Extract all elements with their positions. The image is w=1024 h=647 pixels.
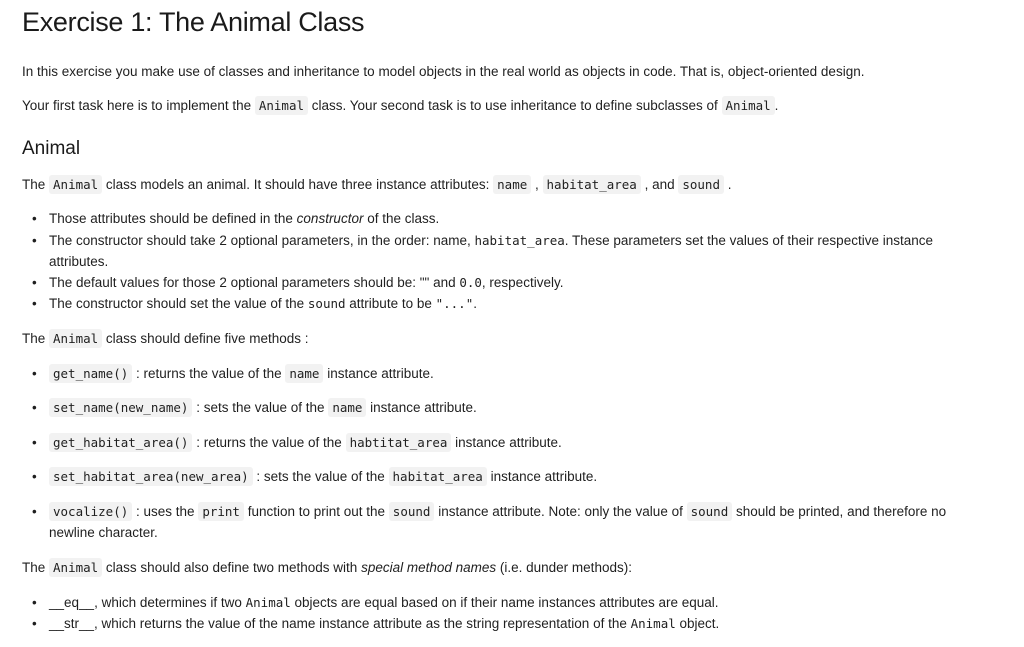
bullet-marker: • bbox=[32, 595, 37, 610]
code-sound: sound bbox=[678, 175, 724, 194]
list-item-continuation: newline character. bbox=[49, 525, 158, 540]
bullet-marker: • bbox=[32, 275, 37, 290]
dunder-intro: The Animal class should also define two methods with special method names (i.e. dunder methods): bbox=[22, 560, 632, 575]
code-animal: Animal bbox=[49, 329, 102, 348]
bullet-marker: • bbox=[32, 233, 37, 248]
bullet-marker: • bbox=[32, 469, 37, 484]
bullet-marker: • bbox=[32, 504, 37, 519]
code-name: name bbox=[493, 175, 531, 194]
list-item-continuation: attributes. bbox=[49, 254, 109, 269]
bullet-marker: • bbox=[32, 296, 37, 311]
method-vocalize: vocalize() : uses the print function to print out the sound instance attribute. Note: only the value of sound should be printed, and therefore no bbox=[49, 501, 946, 522]
bullet-marker: • bbox=[32, 616, 37, 631]
method-set-habitat-area: set_habitat_area(new_area) : sets the value of the habitat_area instance attribute. bbox=[49, 466, 597, 487]
code-animal: Animal bbox=[49, 175, 102, 194]
intro-paragraph-1: In this exercise you make use of classes and inheritance to model objects in the real world as objects in code. That is, object-oriented design. bbox=[22, 64, 865, 79]
bullet-marker: • bbox=[32, 435, 37, 450]
bullet-marker: • bbox=[32, 211, 37, 226]
list-item: The constructor should take 2 optional parameters, in the order: name, habitat_area. These parameters set the values of their respective instance bbox=[49, 233, 933, 248]
dunder-eq: __eq__, which determines if two Animal objects are equal based on if their name instances attributes are equal. bbox=[49, 595, 719, 610]
section-heading-animal: Animal bbox=[22, 138, 81, 159]
list-item: The default values for those 2 optional parameters should be: "" and 0.0, respectively. bbox=[49, 275, 564, 290]
list-item: The constructor should set the value of the sound attribute to be "...". bbox=[49, 296, 478, 311]
intro-paragraph-2: Your first task here is to implement the Animal class. Your second task is to use inheritance to define subclasses of Animal . bbox=[22, 98, 779, 113]
list-item: Those attributes should be defined in the constructor of the class. bbox=[49, 211, 440, 226]
method-get-name: get_name() : returns the value of the name instance attribute. bbox=[49, 363, 434, 384]
code-animal: Animal bbox=[722, 96, 775, 115]
bullet-marker: • bbox=[32, 366, 37, 381]
bullet-marker: • bbox=[32, 400, 37, 415]
code-animal: Animal bbox=[49, 558, 102, 577]
code-habitat-area: habitat_area bbox=[543, 175, 641, 194]
dunder-str: __str__, which returns the value of the name instance attribute as the string representation of the Animal object. bbox=[49, 616, 720, 631]
code-animal: Animal bbox=[255, 96, 308, 115]
methods-intro: The Animal class should define five methods : bbox=[22, 331, 309, 346]
method-get-habitat-area: get_habitat_area() : returns the value of the habtitat_area instance attribute. bbox=[49, 432, 562, 453]
method-set-name: set_name(new_name) : sets the value of the name instance attribute. bbox=[49, 397, 477, 418]
animal-description: The Animal class models an animal. It should have three instance attributes: name , habitat_area , and sound . bbox=[22, 177, 732, 192]
page-title: Exercise 1: The Animal Class bbox=[22, 7, 365, 37]
